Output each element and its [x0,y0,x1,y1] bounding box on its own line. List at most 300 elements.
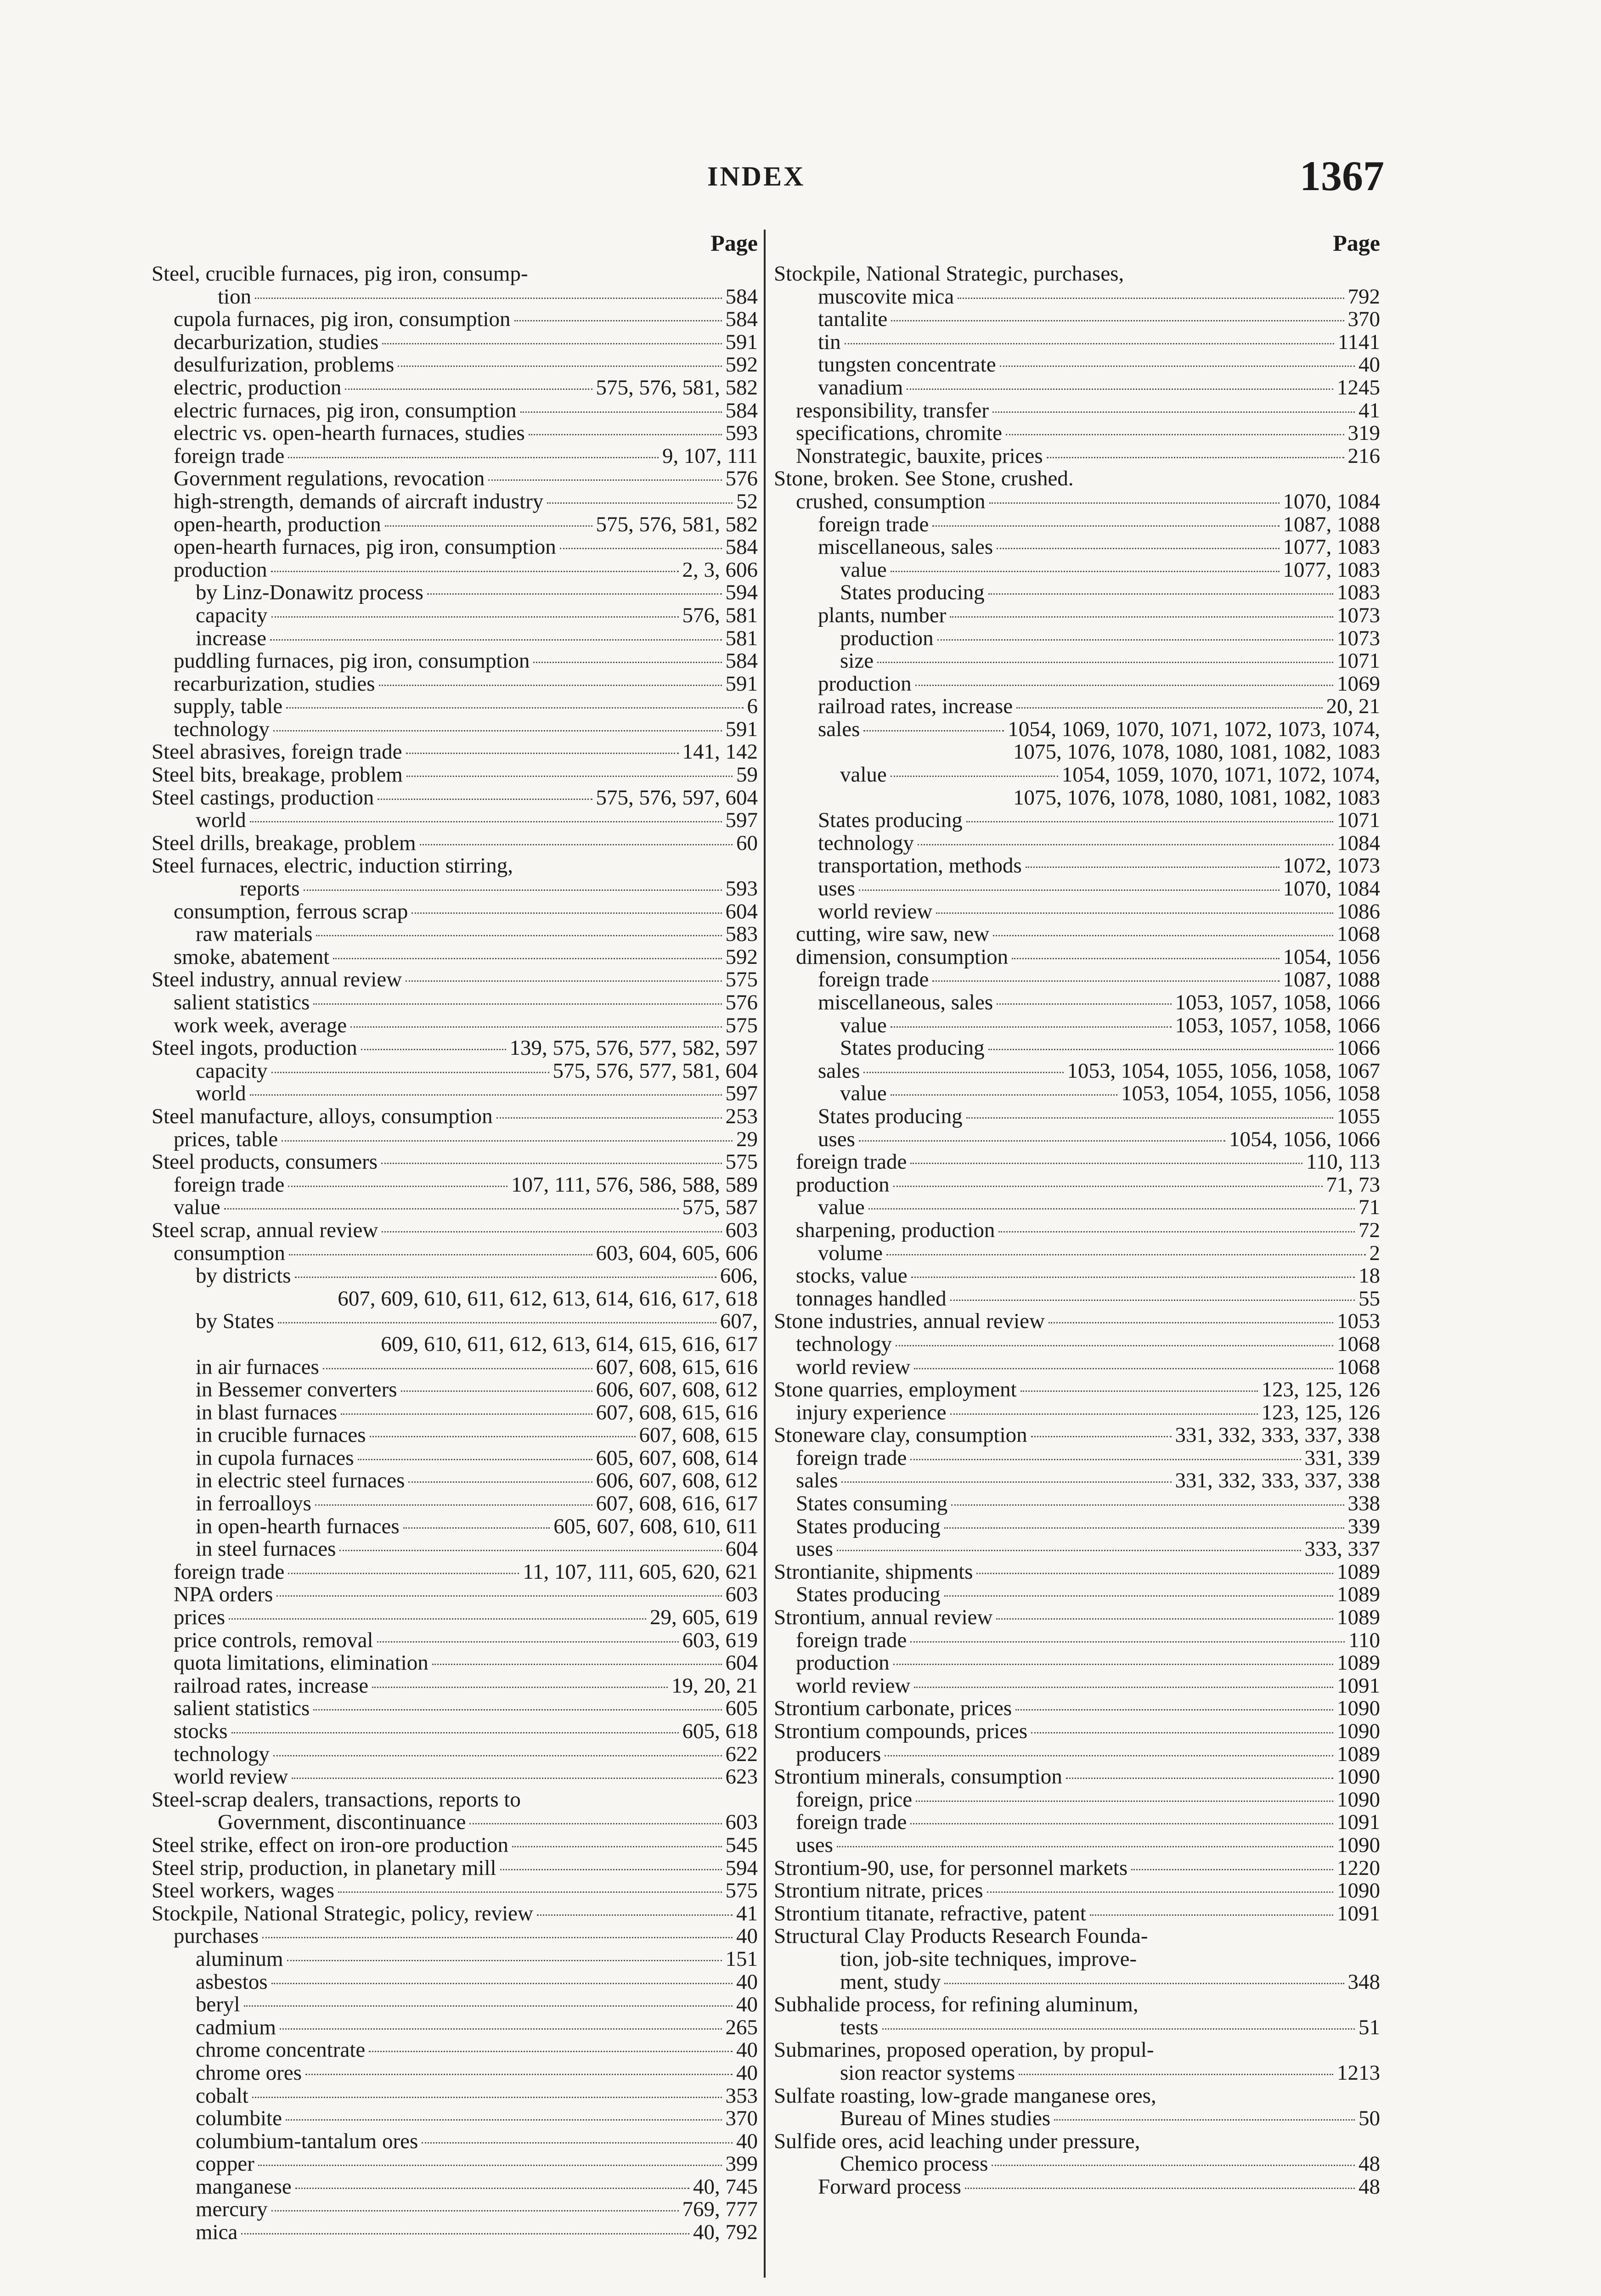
page-column-label: Page [710,230,758,256]
entry-term: Steel strip, production, in planetary mill [152,1857,496,1880]
index-entry [774,1971,1380,1994]
leader-dots [966,821,1333,822]
leader-dots [295,2188,689,2189]
leader-dots [882,2028,1355,2030]
entry-pages: 604 [725,1538,758,1561]
entry-term: sales [796,1469,838,1493]
index-entry [152,718,758,741]
leader-dots [950,1300,1355,1301]
entry-pages: 1089 [1337,1652,1380,1675]
index-entry [152,2062,758,2085]
entry-pages: 339 [1347,1515,1380,1538]
index-entry [774,1492,1380,1515]
leader-dots [338,1891,722,1893]
entry-term: salient statistics [174,991,310,1014]
index-entry [152,377,758,400]
entry-pages: 591 [725,672,758,696]
index-entry [152,1880,758,1902]
index-entry [774,2153,1380,2176]
entry-term: size [840,650,874,673]
entry-pages: 6 [747,695,758,718]
entry-term: States producing [796,1515,941,1538]
index-entry [774,1105,1380,1128]
entry-term: in crucible furnaces [196,1424,366,1447]
entry-pages: 41 [1359,399,1380,422]
leader-dots [886,1254,1366,1255]
leader-dots [287,1960,722,1961]
entry-pages: 265 [725,2016,758,2039]
index-entry [152,1014,758,1037]
index-entry [152,787,758,810]
index-entry [152,2016,758,2039]
index-entry [774,1925,1380,1948]
leader-dots [1049,1322,1333,1323]
entry-term: value [840,1082,887,1105]
leader-dots [988,593,1333,595]
index-entry [152,1515,758,1538]
entry-term: value [174,1196,220,1219]
leader-dots [350,1026,722,1028]
entry-term: consumption [174,1242,285,1265]
index-entry [152,991,758,1014]
entry-pages: 1089 [1337,1743,1380,1766]
leader-dots [1019,2074,1333,2075]
entry-pages: 575 [725,1151,758,1174]
index-entry [152,354,758,377]
leader-dots [378,799,592,800]
entry-pages: 1090 [1337,1834,1380,1857]
entry-pages: 40 [736,2130,758,2153]
leader-dots [918,844,1333,845]
entry-term: injury experience [796,1401,947,1424]
index-entry [152,1128,758,1151]
index-entry [774,1561,1380,1584]
entry-pages: 575 [725,1880,758,1902]
leader-dots [932,980,1279,982]
entry-pages: 575, 587 [682,1196,758,1219]
entry-term: uses [818,878,855,900]
entry-term: high-strength, demands of aircraft industry [174,490,544,513]
entry-pages: 606, 607, 608, 612 [596,1379,758,1401]
entry-term: foreign trade [796,1446,907,1470]
index-entry [152,1356,758,1379]
entry-term: foreign trade [174,1173,285,1197]
entry-pages: 603 [725,1811,758,1834]
entry-pages: 40 [736,1925,758,1948]
entry-term: tantalite [818,308,888,331]
entry-pages: 581 [725,627,758,650]
entry-pages: 1087, 1088 [1283,513,1380,536]
index-entry [774,1288,1380,1311]
leader-dots [547,502,733,504]
index-entry [152,422,758,445]
entry-pages: 319 [1347,422,1380,445]
index-entry [152,513,758,536]
leader-dots [910,1459,1301,1460]
entry-term: electric vs. open-hearth furnaces, studies [174,422,525,445]
entry-pages: 584 [725,285,758,309]
index-entry [774,445,1380,468]
entry-pages: 575, 576, 581, 582 [596,513,758,536]
leader-dots [273,1755,722,1756]
index-entry [774,2016,1380,2039]
entry-term: tests [840,2016,879,2039]
leader-dots [1066,1778,1333,1779]
index-entry [774,878,1380,900]
entry-pages: 1068 [1337,1333,1380,1356]
entry-pages: 1054, 1056 [1283,945,1380,969]
entry-term: Strontium compounds, prices [774,1720,1028,1743]
index-entry [774,946,1380,969]
entry-term: Strontium titanate, refractive, patent [774,1902,1086,1925]
entry-pages: 9, 107, 111 [662,445,758,468]
index-entry [774,1151,1380,1174]
entry-term: world review [818,900,933,923]
entry-pages: 123, 125, 126 [1261,1401,1380,1424]
entry-pages: 591 [725,331,758,354]
index-entry [774,832,1380,855]
index-entry [152,741,758,764]
entry-term: beryl [196,1993,240,2016]
leader-dots [988,1049,1333,1050]
entry-term: Steel products, consumers [152,1151,378,1174]
index-entry [152,1743,758,1766]
leader-dots [377,1641,679,1643]
entry-pages: 253 [725,1105,758,1128]
index-entry [152,2039,758,2062]
leader-dots [859,1140,1225,1142]
entry-term: railroad rates, increase [174,1674,369,1698]
leader-dots [914,1687,1333,1688]
entry-pages: 1091 [1337,1674,1380,1698]
index-entry [774,2085,1380,2108]
entry-term: transportation, methods [818,855,1022,878]
entry-term: raw materials [196,923,313,946]
entry-pages: 605 [725,1697,758,1720]
index-entry [774,1037,1380,1060]
entry-term: asbestos [196,1970,268,1994]
index-entry [774,604,1380,627]
entry-pages: 769, 777 [682,2198,758,2222]
leader-dots [258,2165,722,2166]
entry-pages: 607, 608, 615, 616 [596,1356,758,1379]
entry-term: Government regulations, revocation [174,467,485,490]
leader-dots [837,1846,1333,1847]
index-entry [152,1606,758,1629]
leader-dots [255,298,722,299]
index-entry [152,263,758,286]
leader-dots [966,1117,1333,1119]
entry-pages: 593 [725,878,758,900]
entry-term: Steel ingots, production [152,1037,357,1060]
leader-dots [406,980,722,982]
index-entry [774,559,1380,582]
index-entry [774,855,1380,878]
index-entry [774,1401,1380,1424]
leader-dots [271,2210,679,2212]
left-index-column [152,230,758,2244]
entry-pages: 1090 [1337,1720,1380,1743]
entry-pages: 1053, 1057, 1058, 1066 [1175,991,1380,1014]
index-entry [774,1857,1380,1880]
entry-term: Steel castings, production [152,786,374,810]
index-entry [774,536,1380,559]
leader-dots [916,1801,1333,1802]
entry-term: sales [818,718,860,741]
entry-pages: 1075, 1076, 1078, 1080, 1081, 1082, 1083 [1013,786,1380,810]
entry-pages: 216 [1347,445,1380,468]
leader-dots [1015,1709,1333,1711]
entry-term: quota limitations, elimination [174,1652,428,1675]
index-entry [152,1971,758,1994]
index-entry [774,1128,1380,1151]
leader-dots [295,1277,716,1278]
index-entry [774,1697,1380,1720]
leader-dots [382,1231,722,1232]
index-entry [152,490,758,513]
index-entry [774,1583,1380,1606]
index-entry [774,1219,1380,1242]
index-entry [152,900,758,923]
leader-dots [1131,1869,1333,1870]
leader-dots [993,935,1333,936]
leader-dots [989,502,1280,504]
leader-dots [1012,958,1279,959]
entry-pages: 40 [736,1993,758,2016]
entry-term: columbium-tantalum ores [196,2130,418,2153]
leader-dots [951,1504,1344,1506]
index-entry [152,2130,758,2153]
entry-pages: 592 [725,354,758,377]
entry-term: copper [196,2153,254,2176]
index-entry [774,467,1380,490]
entry-term: foreign trade [174,445,285,468]
entry-pages: 333, 337 [1304,1538,1380,1561]
leader-dots [863,1072,1063,1073]
entry-term: production [174,558,267,582]
entry-pages: 604 [725,900,758,923]
index-entry [774,1811,1380,1834]
entry-pages: 1213 [1337,2061,1380,2085]
index-entry [774,1014,1380,1037]
index-entry [774,1447,1380,1470]
entry-term: sharpening, production [796,1219,995,1242]
leader-dots [932,525,1279,527]
index-entry [774,1606,1380,1629]
entry-pages: 123, 125, 126 [1261,1379,1380,1401]
index-entry [774,1993,1380,2016]
index-entry [152,1492,758,1515]
entry-term: chrome ores [196,2061,302,2085]
leader-dots [496,1117,722,1119]
entry-pages: 1141 [1337,331,1380,354]
entry-term: Bureau of Mines studies [840,2107,1051,2130]
index-entry [152,1811,758,1834]
leader-dots [944,1595,1333,1597]
index-entry [774,673,1380,696]
entry-term: stocks [174,1720,228,1743]
leader-dots [911,1277,1355,1278]
leader-dots [271,1072,549,1073]
entry-pages: 370 [725,2107,758,2130]
leader-dots [408,1481,592,1483]
entry-term: smoke, abatement [174,945,330,969]
entry-term: work week, average [174,1014,347,1037]
leader-dots [250,821,722,822]
index-entry [152,400,758,422]
entry-pages: 584 [725,536,758,559]
index-entry [152,1766,758,1789]
index-entry [774,809,1380,832]
entry-term: uses [818,1128,855,1151]
index-entry [774,1424,1380,1447]
entry-pages: 107, 111, 576, 586, 588, 589 [511,1173,758,1197]
entry-term: world review [796,1356,911,1379]
entry-pages: 1084 [1337,832,1380,855]
index-entry [774,513,1380,536]
index-entry [774,490,1380,513]
entry-term: Steel drills, breakage, problem [152,832,416,855]
leader-dots [845,343,1334,344]
entry-pages: 1070, 1084 [1283,878,1380,900]
entry-pages: 72 [1359,1219,1380,1242]
entry-term: mica [196,2221,238,2244]
entry-pages: 1070, 1084 [1283,490,1380,513]
leader-dots [345,388,592,390]
entry-term: vanadium [818,376,903,400]
index-entry [774,1242,1380,1265]
leader-dots [398,366,722,367]
entry-pages: 1068 [1337,1356,1380,1379]
index-entry [152,1174,758,1197]
index-entry [152,1538,758,1561]
entry-pages: 353 [725,2084,758,2108]
leader-dots [288,1573,519,1574]
entry-term: prices [174,1606,225,1629]
entry-term: world review [174,1766,288,1789]
leader-dots [288,457,659,458]
entry-term: uses [796,1538,833,1561]
leader-dots [877,662,1333,663]
entry-term: uses [796,1834,833,1857]
entry-term: ment, study [840,1970,941,1994]
entry-pages: 1090 [1337,1880,1380,1902]
index-entry [774,1652,1380,1675]
entry-pages: 110, 113 [1306,1151,1380,1174]
entry-pages: 370 [1347,308,1380,331]
entry-pages: 1071 [1337,650,1380,673]
leader-dots [369,2051,733,2052]
leader-dots [315,1504,592,1506]
index-entry [774,1538,1380,1561]
entry-pages: 622 [725,1743,758,1766]
index-entry [774,1082,1380,1105]
leader-dots [1090,1914,1333,1916]
index-entry [152,1583,758,1606]
entry-term: purchases [174,1925,259,1948]
entry-pages: 575, 576, 597, 604 [596,786,758,810]
entry-pages: 1073 [1337,627,1380,650]
index-entry [774,1379,1380,1401]
entry-term: foreign trade [818,513,929,536]
entry-pages: 40, 745 [693,2175,758,2199]
leader-dots [316,935,722,936]
entry-term: Strontium nitrate, prices [774,1880,983,1902]
entry-pages: 607, 609, 610, 611, 612, 613, 614, 616, 617, 618 [338,1287,758,1311]
index-entry [774,1629,1380,1652]
leader-dots [469,1823,722,1824]
leader-dots [323,1368,592,1369]
leader-dots [250,1094,722,1096]
entry-term: technology [174,1743,270,1766]
entry-pages: 576, 581 [682,604,758,627]
index-entry [152,1447,758,1470]
index-entry [152,2085,758,2108]
entry-pages: 55 [1359,1287,1380,1311]
entry-pages: 607, 608, 615, 616 [596,1401,758,1424]
leader-dots [370,1436,636,1437]
leader-dots [276,1595,722,1597]
leader-dots [422,2142,733,2144]
index-entry [152,764,758,787]
index-entry [774,2039,1380,2062]
leader-dots [229,1618,646,1620]
index-entry [152,536,758,559]
leader-dots [997,548,1279,549]
index-entry [152,1082,758,1105]
entry-pages: 1077, 1083 [1283,536,1380,559]
entry-term: States consuming [796,1492,948,1515]
leader-dots [891,320,1344,321]
entry-term: value [818,1196,865,1219]
entry-pages: 2 [1369,1242,1380,1265]
leader-dots [976,1573,1333,1574]
entry-term: tion [218,285,252,309]
entry-term: Steel workers, wages [152,1880,335,1902]
leader-dots [891,571,1280,572]
index-entry [152,673,758,696]
index-entry [152,1379,758,1401]
entry-term: open-hearth furnaces, pig iron, consumption [174,536,556,559]
entry-pages: 1245 [1337,376,1380,400]
entry-term: mercury [196,2198,268,2222]
entry-pages: 50 [1359,2107,1380,2130]
entry-term: plants, number [818,604,947,627]
entry-pages: 583 [725,923,758,946]
index-entry [152,1993,758,2016]
entry-pages: 40 [736,2061,758,2085]
leader-dots [412,912,722,914]
index-entry [152,2153,758,2176]
index-entry [152,1105,758,1128]
index-entry [152,1310,758,1333]
leader-dots [997,1003,1171,1005]
index-entry [152,855,758,878]
leader-dots [313,1003,722,1005]
leader-dots [891,776,1058,777]
index-entry [152,1834,758,1857]
leader-dots [427,593,722,595]
entry-pages: 331, 339 [1304,1446,1380,1470]
entry-pages: 1083 [1337,581,1380,604]
entry-pages: 584 [725,399,758,422]
entry-pages: 1066 [1337,1037,1380,1060]
entry-pages: 597 [725,1082,758,1105]
entry-term: States producing [818,809,963,832]
leader-dots [406,753,679,754]
leader-dots [992,2165,1355,2166]
index-entry [152,1652,758,1675]
